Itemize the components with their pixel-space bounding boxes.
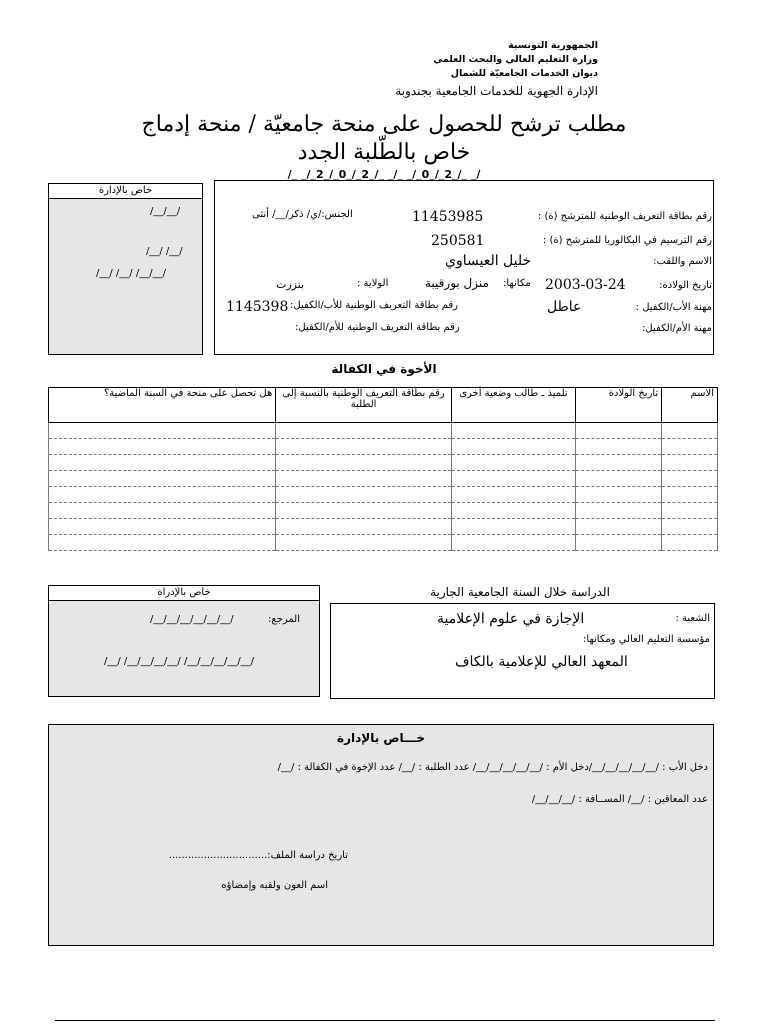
name-value[interactable]: خليل العيساوي bbox=[445, 253, 532, 269]
office-name: ديوان الخدمات الجامعيّة للشمال bbox=[450, 68, 598, 79]
birth-place-label: مكانها: bbox=[503, 278, 531, 289]
col-grant-last-year: هل تحصل على منحة في السنة الماضية؟ bbox=[49, 388, 276, 423]
col-name: الاسم bbox=[662, 388, 718, 423]
table-cell[interactable] bbox=[451, 503, 575, 519]
birth-date-value[interactable]: 2003-03-24 bbox=[545, 277, 626, 293]
reference-field[interactable]: /__/__/__/__/__/__/ bbox=[150, 614, 234, 625]
table-cell[interactable] bbox=[662, 519, 718, 535]
institution-label: مؤسسة التعليم العالي ومكانها: bbox=[582, 634, 710, 645]
table-row[interactable] bbox=[49, 471, 718, 487]
table-cell[interactable] bbox=[276, 535, 452, 551]
candidate-id-label: رقم بطاقة التعريف الوطنية للمترشح (ة) : bbox=[537, 211, 712, 222]
table-cell[interactable] bbox=[276, 503, 452, 519]
birth-date-label: تاريخ الولادة: bbox=[659, 280, 712, 291]
admin-field-2[interactable]: /__/ /__/ bbox=[146, 246, 183, 257]
table-cell[interactable] bbox=[576, 519, 662, 535]
siblings-table bbox=[48, 387, 718, 551]
table-cell[interactable] bbox=[451, 519, 575, 535]
table-cell[interactable] bbox=[49, 487, 276, 503]
father-id-value[interactable]: 1145398 bbox=[226, 299, 289, 315]
name-label: الاسم واللقب: bbox=[653, 256, 712, 267]
reference-label: المرجع: bbox=[268, 614, 300, 625]
table-cell[interactable] bbox=[576, 471, 662, 487]
admin-box-middle-title: خاص بالإدراة bbox=[49, 586, 319, 601]
bac-number-value[interactable]: 250581 bbox=[431, 233, 485, 249]
col-birthdate: تاريخ الولادة bbox=[576, 388, 662, 423]
table-cell[interactable] bbox=[576, 503, 662, 519]
bottom-divider bbox=[55, 1020, 715, 1021]
admin-field-3[interactable]: /__/ /__/ /__/__/ bbox=[96, 268, 166, 279]
state-value[interactable]: بنزرت bbox=[276, 278, 305, 291]
republic-name: الجمهورية التونسية bbox=[508, 40, 598, 51]
ministry-name: وزارة التعليم العالي والبحث العلمي bbox=[433, 54, 598, 65]
table-cell[interactable] bbox=[49, 439, 276, 455]
regional-administration: الإدارة الجهوية للخدمات الجامعية بجندوبة bbox=[395, 84, 598, 98]
table-row[interactable] bbox=[49, 423, 718, 439]
table-cell[interactable] bbox=[662, 535, 718, 551]
table-row[interactable] bbox=[49, 535, 718, 551]
table-cell[interactable] bbox=[451, 535, 575, 551]
mother-job-label: مهنة الأم/الكفيل: bbox=[642, 323, 712, 334]
table-cell[interactable] bbox=[451, 423, 575, 439]
table-row[interactable] bbox=[49, 503, 718, 519]
table-cell[interactable] bbox=[662, 503, 718, 519]
table-cell[interactable] bbox=[49, 519, 276, 535]
table-cell[interactable] bbox=[662, 439, 718, 455]
table-cell[interactable] bbox=[451, 439, 575, 455]
admin-field-1[interactable]: /__/__/ bbox=[150, 206, 181, 217]
table-cell[interactable] bbox=[576, 423, 662, 439]
table-cell[interactable] bbox=[49, 455, 276, 471]
agent-signature-field[interactable]: اسم العون ولقبه وإمضاؤه bbox=[221, 880, 328, 891]
state-label: الولاية : bbox=[357, 278, 389, 289]
table-cell[interactable] bbox=[662, 487, 718, 503]
branch-value[interactable]: الإجازة في علوم الإعلامية bbox=[437, 611, 585, 627]
candidate-id-value[interactable]: 11453985 bbox=[412, 209, 484, 225]
table-cell[interactable] bbox=[662, 471, 718, 487]
table-cell[interactable] bbox=[662, 423, 718, 439]
table-row[interactable] bbox=[49, 455, 718, 471]
table-cell[interactable] bbox=[49, 423, 276, 439]
form-subtitle: خاص بالطّلبة الجدد bbox=[297, 140, 471, 165]
admin-middle-field-2[interactable]: /__/ /__/__/__/__/ /__/__/__/__/__/ bbox=[104, 656, 255, 667]
branch-label: الشعبة : bbox=[675, 613, 710, 624]
admin-box-middle bbox=[48, 585, 320, 697]
table-cell[interactable] bbox=[49, 503, 276, 519]
admin-box-bottom-title: خـــاص بالإدارة bbox=[337, 731, 425, 745]
col-status: تلميذ ـ طالب وضعية أخرى bbox=[451, 388, 575, 423]
table-cell[interactable] bbox=[576, 487, 662, 503]
table-row[interactable] bbox=[49, 519, 718, 535]
table-row[interactable] bbox=[49, 487, 718, 503]
table-cell[interactable] bbox=[451, 455, 575, 471]
table-cell[interactable] bbox=[576, 535, 662, 551]
table-cell[interactable] bbox=[276, 423, 452, 439]
table-cell[interactable] bbox=[451, 487, 575, 503]
table-cell[interactable] bbox=[49, 471, 276, 487]
table-cell[interactable] bbox=[451, 471, 575, 487]
institution-value[interactable]: المعهد العالي للإعلامية بالكاف bbox=[455, 654, 628, 670]
father-job-label: مهنة الأب/الكفيل : bbox=[635, 302, 712, 313]
table-cell[interactable] bbox=[276, 439, 452, 455]
study-title: الدراسة خلال السنة الجامعية الجارية bbox=[430, 585, 610, 599]
table-cell[interactable] bbox=[576, 455, 662, 471]
siblings-header-row bbox=[49, 388, 718, 423]
review-date-field[interactable]: تاريخ دراسة الملف:............................... bbox=[168, 850, 348, 861]
table-cell[interactable] bbox=[276, 471, 452, 487]
table-cell[interactable] bbox=[576, 439, 662, 455]
mother-id-label: رقم بطاقة التعريف الوطنية للأم/الكفيل: bbox=[295, 322, 460, 333]
form-date: /_ _/_2_/_0_/_2_/_ _/_ _/_0_/_2_/_ _/ bbox=[287, 168, 481, 181]
admin-box-title: خاص بالإدارة bbox=[49, 184, 202, 199]
disabled-distance-fields[interactable]: عدد المعاقين : /__/ المســافة : /__/__/__/ bbox=[531, 794, 708, 805]
col-id-number: رقم بطاقة التعريف الوطنية بالنسبة إلى الطلبة bbox=[276, 388, 452, 423]
table-cell[interactable] bbox=[276, 455, 452, 471]
table-cell[interactable] bbox=[49, 535, 276, 551]
father-job-value[interactable]: عاطل bbox=[547, 299, 582, 315]
bac-number-label: رقم الترسيم في البكالوريا للمترشح (ة) : bbox=[542, 235, 712, 246]
birth-place-value[interactable]: منزل بورقيبة bbox=[425, 276, 489, 290]
table-cell[interactable] bbox=[276, 519, 452, 535]
siblings-title: الأخوة في الكفالة bbox=[331, 362, 437, 376]
gender-field[interactable]: الجنس:/ي/ ذكر/__/ أنثى bbox=[252, 209, 353, 220]
income-fields[interactable]: دخل الأب : /__/__/__/__/__/دخل الأم : /__/__/__/__/__/ عدد الطلبة : /__/ عدد الإخوة في الكفالة : /__/ bbox=[277, 762, 708, 773]
admin-box-bottom bbox=[48, 724, 714, 946]
table-cell[interactable] bbox=[276, 487, 452, 503]
table-cell[interactable] bbox=[662, 455, 718, 471]
form-title: مطلب ترشح للحصول على منحة جامعيّة / منحة إدماج bbox=[141, 112, 627, 137]
table-row[interactable] bbox=[49, 439, 718, 455]
father-id-label: رقم بطاقة التعريف الوطنية للأب/الكفيل: bbox=[290, 300, 458, 311]
